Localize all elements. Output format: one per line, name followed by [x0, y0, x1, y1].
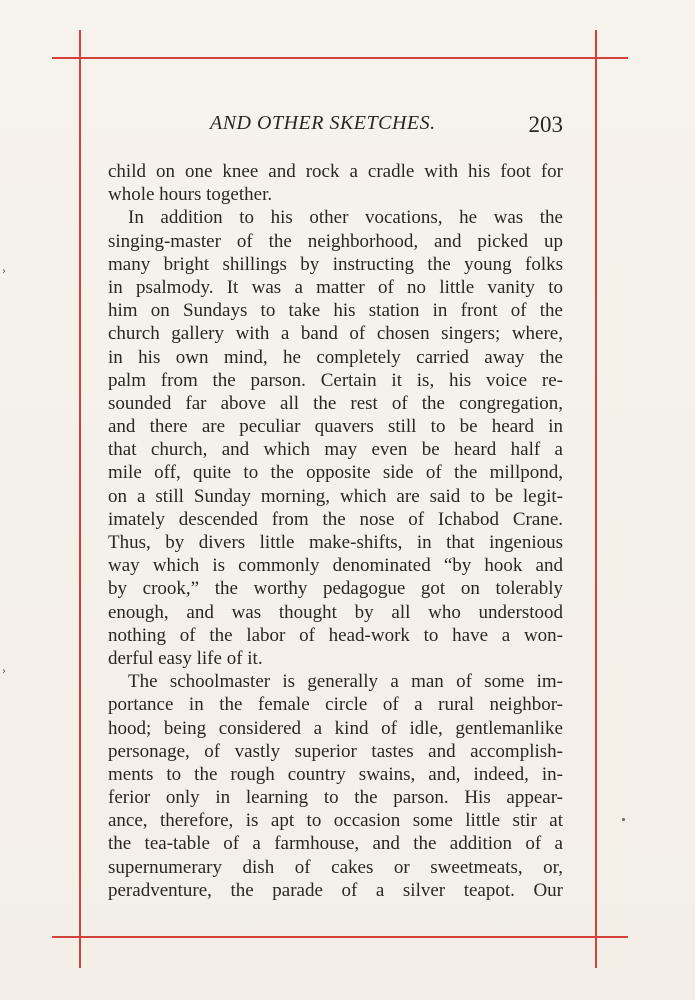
text-line: personage, of vastly superior tastes and accomplish- [108, 740, 563, 762]
text-line: whole hours together. [108, 184, 273, 206]
text-line: ferior only in learning to the parson. His appear- [108, 787, 563, 809]
text-line: enough, and was thought by all who understood [108, 601, 563, 623]
body-text [108, 160, 563, 902]
text-line: in psalmody. It was a matter of no little vanity to [108, 276, 563, 298]
text-line: hood; being considered a kind of idle, gentlemanlike [108, 717, 563, 739]
text-line: and there are peculiar quavers still to be heard in [108, 416, 563, 438]
running-title: AND OTHER SKETCHES. [210, 112, 436, 134]
text-line: peradventure, the parade of a silver teapot. Our [108, 879, 563, 901]
text-line: child on one knee and rock a cradle with his foot for [108, 161, 563, 182]
text-line: ance, therefore, is apt to occasion some little stir at [108, 810, 563, 832]
text-line: Thus, by divers little make-shifts, in that ingenious [108, 532, 563, 553]
text-line: palm from the parson. Certain it is, his voice re- [108, 369, 563, 391]
margin-mark-icon: › [2, 266, 6, 277]
page-number: 203 [528, 112, 563, 137]
text-line: that church, and which may even be heard half a [108, 439, 563, 461]
text-line: ments to the rough country swains, and, indeed, in- [108, 763, 563, 785]
paper-speck [622, 818, 625, 821]
text-line: The schoolmaster is generally a man of some im- [128, 671, 563, 693]
page-header [105, 112, 565, 138]
text-line: derful easy life of it. [108, 647, 263, 669]
text-line: sounded far above all the rest of the congregation, [108, 392, 563, 414]
text-line: way which is commonly denominated “by hook and [108, 555, 563, 577]
text-line: In addition to his other vocations, he was the [128, 207, 563, 229]
frame-rule-top [52, 57, 628, 59]
frame-rule-left [79, 30, 81, 968]
frame-rule-bottom [52, 936, 628, 938]
text-line: mile off, quite to the opposite side of the millpond, [108, 462, 563, 484]
text-line: nothing of the labor of head-work to have a won- [108, 624, 563, 646]
text-line: him on Sundays to take his station in front of the [108, 300, 563, 322]
text-line: church gallery with a band of chosen singers; where, [108, 323, 563, 345]
text-line: on a still Sunday morning, which are said to be legit- [108, 485, 563, 507]
text-line: supernumerary dish of cakes or sweetmeats, or, [108, 856, 563, 878]
text-line: imately descended from the nose of Ichabod Crane. [108, 508, 563, 530]
text-line: in his own mind, he completely carried away the [108, 346, 563, 368]
text-line: by crook,” the worthy pedagogue got on tolerably [108, 578, 563, 600]
text-line: portance in the female circle of a rural neighbor- [108, 694, 563, 716]
frame-rule-right [595, 30, 597, 968]
text-line: singing-master of the neighborhood, and picked up [108, 230, 563, 252]
text-line: many bright shillings by instructing the young folks [108, 253, 563, 275]
text-line: the tea-table of a farmhouse, and the addition of a [108, 833, 563, 855]
margin-mark-icon: › [2, 666, 6, 677]
